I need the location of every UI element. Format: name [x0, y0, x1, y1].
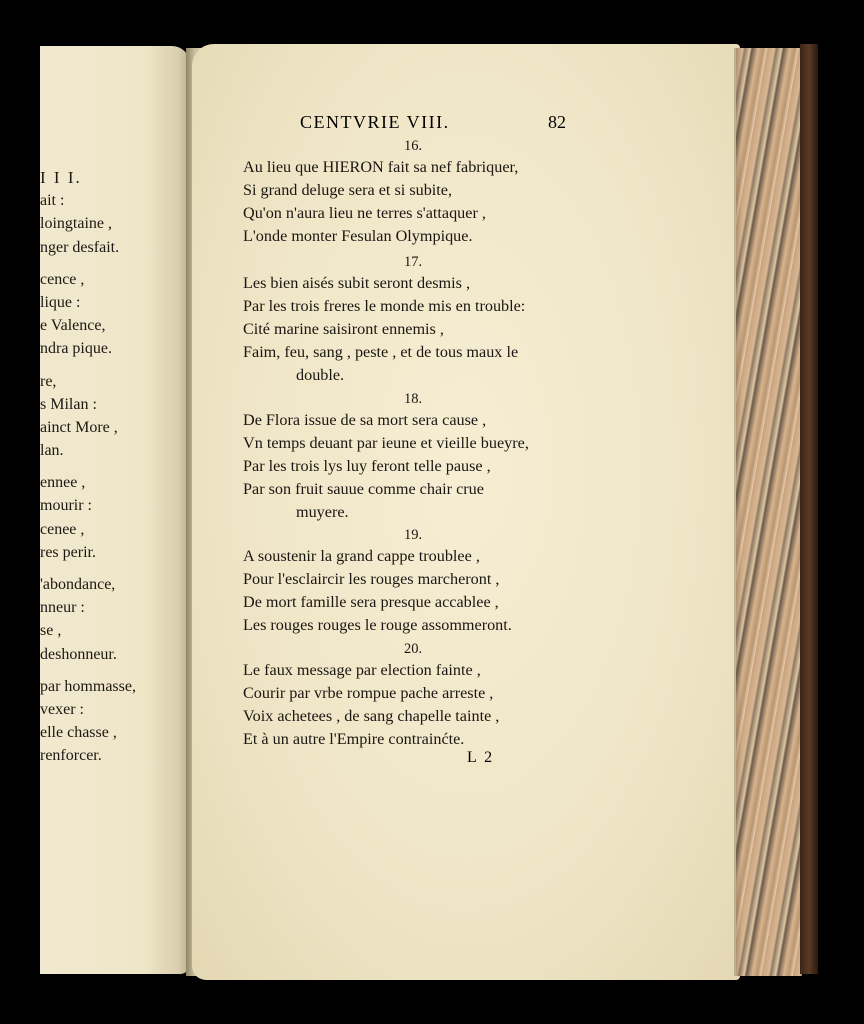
verse-line: Vn temps deuant par ieune et vieille bueyre, [243, 434, 529, 452]
verse-line: De mort famille sera presque accablee , [243, 593, 499, 611]
left-line: ennee , [40, 474, 86, 492]
verse-line: Le faux message par election fainte , [243, 661, 481, 679]
verse-line: Courir par vrbe rompue pache arreste , [243, 684, 494, 702]
verse-line: Pour l'esclaircir les rouges marcheront , [243, 570, 500, 588]
left-line: par hommasse, [40, 677, 136, 695]
left-line: res perir. [40, 543, 96, 561]
left-line: ndra pique. [40, 340, 112, 358]
verse-line: De Flora issue de sa mort sera cause , [243, 411, 487, 429]
left-line: nneur : [40, 599, 85, 617]
stanza-number: 17. [403, 254, 423, 270]
verse-line: Voix achetees , de sang chapelle tainte , [243, 707, 500, 725]
verse-line: Faim, feu, sang , peste , et de tous maux le [243, 343, 519, 361]
left-line: cenee , [40, 520, 85, 538]
left-page [40, 46, 190, 974]
left-line: ainct More , [40, 418, 118, 436]
left-line: lique : [40, 293, 81, 311]
signature-mark: L 2 [467, 749, 495, 766]
verse-line: Si grand deluge sera et si subite, [243, 181, 453, 199]
left-line: e Valence, [40, 317, 106, 335]
left-line: 'abondance, [40, 576, 116, 593]
left-line: cence , [40, 270, 85, 288]
book-cover-edge [800, 44, 818, 974]
left-line: loingtaine , [40, 215, 112, 233]
left-line: mourir : [40, 497, 92, 515]
verse-line: Et à un autre l'Empire contrainćte. [243, 730, 465, 748]
left-line: ait : [40, 192, 65, 210]
stanza-number: 18. [403, 391, 423, 407]
page-edge-shadow [734, 48, 742, 976]
running-head: CENTVRIE VIII. [300, 112, 450, 132]
stanza-number: 16. [403, 138, 423, 154]
verse-line: Par les trois freres le monde mis en trouble: [243, 297, 526, 315]
verse-line: L'onde monter Fesulan Olympique. [243, 227, 473, 245]
page-number: 82 [548, 112, 566, 132]
left-line: renforcer. [40, 747, 102, 765]
verse-line: Par les trois lys luy feront telle pause , [243, 457, 491, 475]
verse-line: Au lieu que HIERON fait sa nef fabriquer, [243, 158, 519, 176]
left-line: s Milan : [40, 395, 97, 413]
marbled-page-edges [736, 48, 802, 976]
verse-line: Les rouges rouges le rouge assommeront. [243, 616, 512, 634]
verse-line: A soustenir la grand cappe troublee , [243, 547, 480, 565]
stanza-number: 19. [403, 527, 423, 543]
left-line: nger desfait. [40, 238, 120, 256]
left-line: I I I. [40, 168, 82, 187]
left-line: re, [40, 372, 57, 390]
left-page-text [40, 166, 190, 768]
verse-line: Cité marine saisiront ennemis , [243, 320, 444, 338]
left-line: se , [40, 622, 62, 640]
verse-line: Qu'on n'aura lieu ne terres s'attaquer , [243, 204, 486, 222]
verse-line: Les bien aisés subit seront desmis , [243, 274, 471, 292]
stanza-number: 20. [403, 641, 423, 657]
left-line: deshonneur. [40, 645, 117, 663]
verse-line: muyere. [296, 503, 349, 521]
verse-line: Par son fruit sauue comme chair crue [243, 480, 484, 498]
left-line: lan. [40, 442, 64, 460]
left-line: vexer : [40, 700, 84, 718]
verse-line: double. [296, 366, 345, 384]
left-line: elle chasse , [40, 724, 117, 742]
